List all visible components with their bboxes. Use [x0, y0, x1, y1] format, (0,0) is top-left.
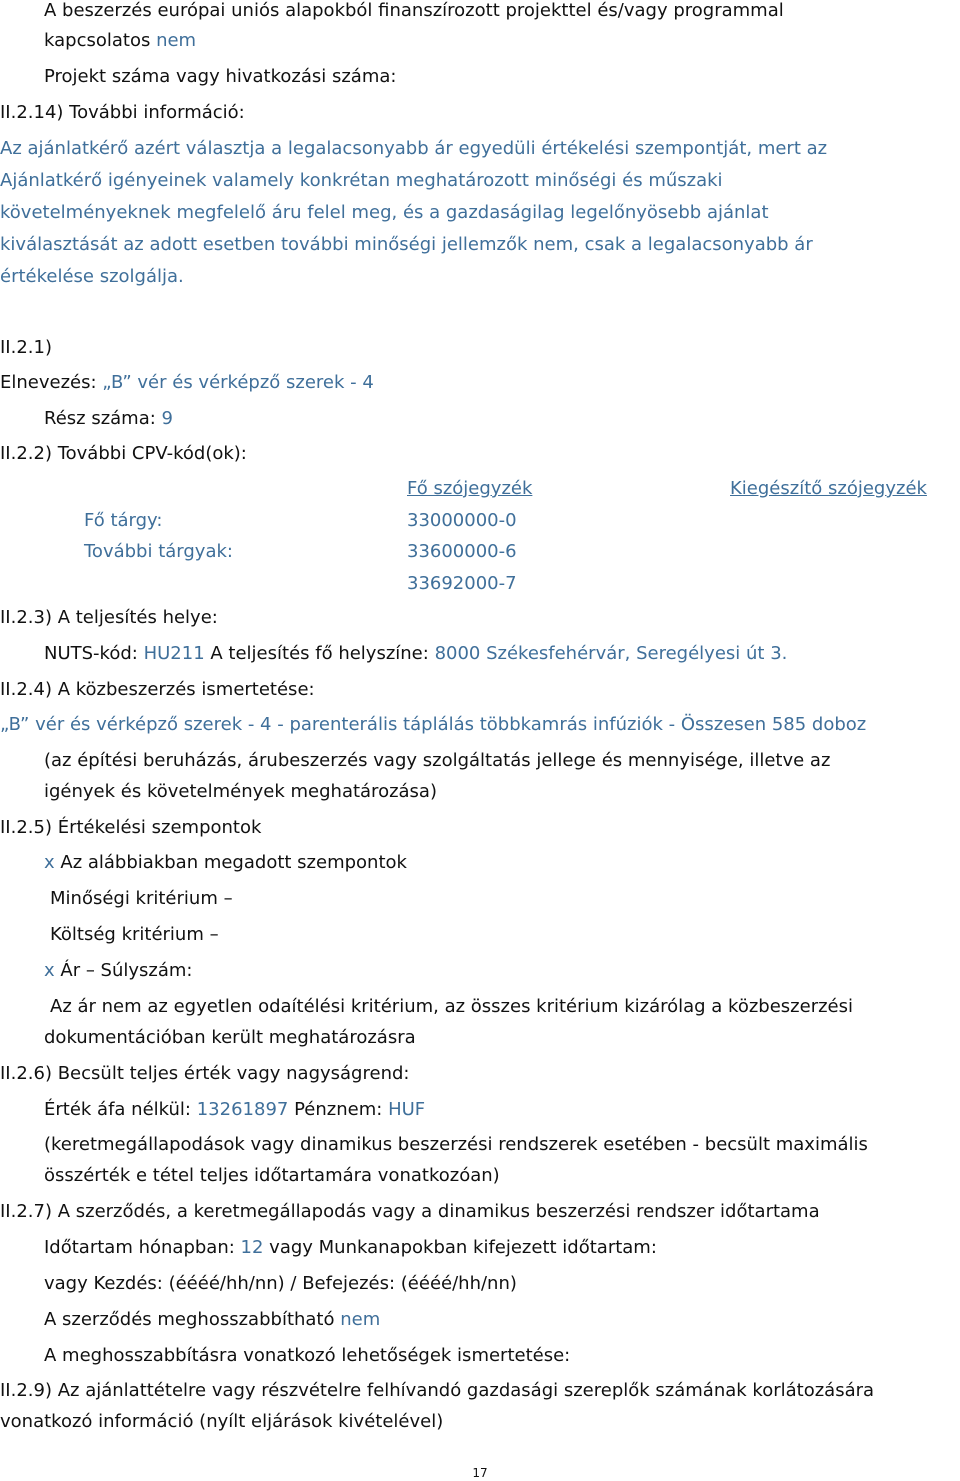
value-note: összérték e tétel teljes időtartamára vonatkozóan): [44, 1165, 500, 1186]
info-paragraph-line: kiválasztását az adott esetben további minőségi jellemzők nem, csak a legalacsonyabb ár: [0, 234, 813, 255]
additional-code: 33692000-7: [407, 573, 517, 594]
criteria-below: Az alábbiakban megadott szempontok: [60, 852, 407, 873]
description-note: (az építési beruházás, árubeszerzés vagy szolgáltatás jellege és mennyisége, illetve az: [44, 750, 831, 771]
section-9-heading: II.2.9) Az ajánlattételre vagy részvételre felhívandó gazdasági szereplők számának korlátozására: [0, 1380, 875, 1401]
value-label: Érték áfa nélkül:: [44, 1099, 191, 1120]
section-6-heading: II.2.6) Becsült teljes érték vagy nagyságrend:: [0, 1063, 410, 1084]
eu-funding-label-2: kapcsolatos: [44, 30, 151, 51]
extendable-line: [44, 1309, 380, 1331]
price-criterion: Ár – Súlyszám:: [60, 960, 193, 981]
value-line: [44, 1099, 425, 1121]
extendable-value: nem: [340, 1309, 381, 1330]
page-number: 17: [472, 1466, 488, 1480]
criteria-mark: x: [44, 852, 55, 873]
procurement-description: „B” vér és vérképző szerek - 4 - parenterális táplálás többkamrás infúziók - Összesen 585 doboz: [0, 714, 867, 735]
name-label: Elnevezés:: [0, 372, 97, 393]
site-label: A teljesítés fő helyszíne:: [210, 643, 429, 664]
dates-line: vagy Kezdés: (éééé/hh/nn) / Befejezés: (éééé/hh/nn): [44, 1273, 517, 1294]
section-2-heading: II.2.2) További CPV-kód(ok):: [0, 443, 247, 464]
part-line: [44, 408, 173, 430]
eu-funding-line: [44, 30, 196, 52]
value-amount: 13261897: [196, 1099, 289, 1120]
additional-label: További tárgyak:: [84, 541, 233, 562]
eu-funding-label: A beszerzés európai uniós alapokból finanszírozott projekttel és/vagy programmal: [44, 0, 784, 21]
extendable-label: A szerződés meghosszabbítható: [44, 1309, 335, 1330]
cpv-main-header: Fő szójegyzék: [407, 478, 533, 499]
cpv-supp-header: Kiegészítő szójegyzék: [730, 478, 927, 499]
quality-criterion: Minőségi kritérium –: [50, 888, 233, 909]
section-5-heading: II.2.5) Értékelési szempontok: [0, 817, 262, 838]
price-mark: x: [44, 960, 55, 981]
section-4-heading: II.2.4) A közbeszerzés ismertetése:: [0, 679, 315, 700]
site-value: 8000 Székesfehérvár, Seregélyesi út 3.: [434, 643, 788, 664]
extension-description: A meghosszabbításra vonatkozó lehetőségek ismertetése:: [44, 1345, 571, 1366]
currency-value: HUF: [388, 1099, 426, 1120]
criteria-note: dokumentációban került meghatározásra: [44, 1027, 416, 1048]
section-9-heading-cont: vonatkozó információ (nyílt eljárások kivételével): [0, 1411, 444, 1432]
additional-code: 33600000-6: [407, 541, 517, 562]
info-paragraph-line: Az ajánlatkérő azért választja a legalacsonyabb ár egyedüli értékelési szempontját, mert az: [0, 138, 828, 159]
months-value: 12: [240, 1237, 264, 1258]
duration-line: [44, 1237, 657, 1259]
workdays-label: vagy Munkanapokban kifejezett időtartam:: [269, 1237, 657, 1258]
nuts-label: NUTS-kód:: [44, 643, 138, 664]
part-label: Rész száma:: [44, 408, 156, 429]
main-subject-code: 33000000-0: [407, 510, 517, 531]
main-subject-label: Fő tárgy:: [84, 510, 163, 531]
section-14-heading: II.2.14) További információ:: [0, 102, 245, 123]
part-value: 9: [161, 408, 173, 429]
criteria-note: Az ár nem az egyetlen odaítélési kritérium, az összes kritérium kizárólag a közbeszerzési: [50, 996, 853, 1017]
info-paragraph-line: követelményeknek megfelelő áru felel meg, és a gazdaságilag legelőnyösebb ajánlat: [0, 202, 769, 223]
section-1-heading: II.2.1): [0, 337, 52, 358]
value-note: (keretmegállapodások vagy dinamikus beszerzési rendszerek esetében - becsült maximális: [44, 1134, 868, 1155]
info-paragraph-line: Ajánlatkérő igényeinek valamely konkrétan meghatározott minőségi és műszaki: [0, 170, 723, 191]
nuts-line: [44, 643, 787, 665]
currency-label: Pénznem:: [294, 1099, 383, 1120]
project-number-label: Projekt száma vagy hivatkozási száma:: [44, 66, 397, 87]
cost-criterion: Költség kritérium –: [50, 924, 219, 945]
section-7-heading: II.2.7) A szerződés, a keretmegállapodás vagy a dinamikus beszerzési rendszer időtartama: [0, 1201, 820, 1222]
name-line: [0, 372, 374, 394]
nuts-value: HU211: [143, 643, 205, 664]
section-3-heading: II.2.3) A teljesítés helye:: [0, 607, 218, 628]
eu-funding-value: nem: [156, 30, 197, 51]
months-label: Időtartam hónapban:: [44, 1237, 235, 1258]
description-note: igények és követelmények meghatározása): [44, 781, 437, 802]
criteria-below-line: [44, 852, 407, 874]
name-value: „B” vér és vérképző szerek - 4: [102, 372, 374, 393]
info-paragraph-line: értékelése szolgálja.: [0, 266, 184, 287]
price-line: [44, 960, 193, 982]
